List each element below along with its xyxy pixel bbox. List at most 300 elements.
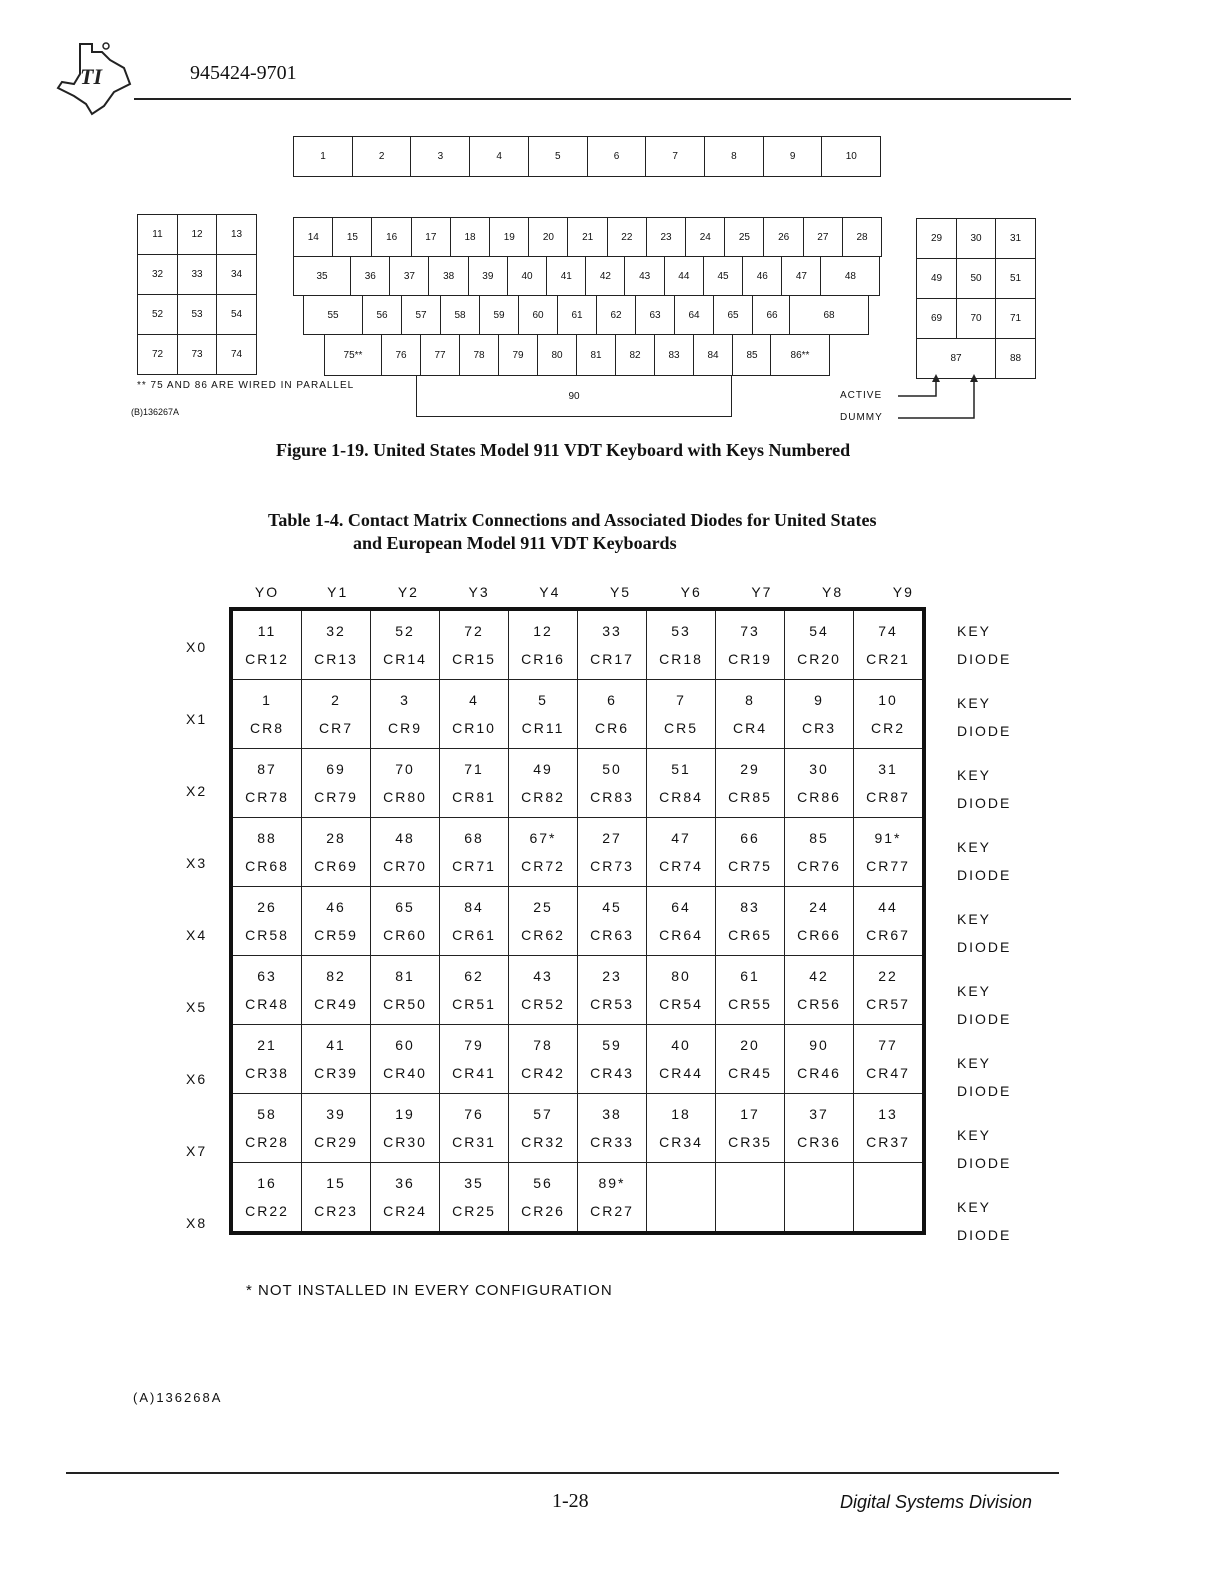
- keyboard-key: 52: [137, 294, 178, 335]
- key-number: 51: [671, 761, 691, 777]
- key-number: 71: [464, 761, 484, 777]
- matrix-cell: [578, 956, 647, 1025]
- matrix-cell: [647, 749, 716, 818]
- row-header: X3: [186, 855, 208, 871]
- matrix-cell: [509, 1025, 578, 1094]
- diode-id: CR49: [314, 996, 358, 1012]
- matrix-cell: [371, 956, 440, 1025]
- key-number: 47: [671, 830, 691, 846]
- keyboard-key: 55: [303, 295, 363, 335]
- key-number: 37: [809, 1106, 829, 1122]
- diode-id: CR85: [728, 789, 772, 805]
- svg-text:TI: TI: [80, 64, 102, 89]
- keyboard-key: 21: [567, 217, 608, 257]
- keyboard-key: 6: [587, 136, 647, 177]
- matrix-cell: [854, 749, 925, 818]
- key-number: 43: [533, 968, 553, 984]
- key-number: 35: [464, 1175, 484, 1191]
- diode-id: CR53: [590, 996, 634, 1012]
- keyboard-key: 70: [956, 298, 997, 339]
- key-number: 60: [395, 1037, 415, 1053]
- matrix-cell: [854, 818, 925, 887]
- diode-id: CR25: [452, 1203, 496, 1219]
- matrix-cell: [647, 609, 716, 680]
- matrix-cell: [509, 609, 578, 680]
- keyboard-key: 33: [177, 254, 218, 295]
- key-number: 70: [395, 761, 415, 777]
- key-number: 3: [400, 692, 410, 708]
- column-header: Y3: [468, 584, 490, 600]
- row-header: X0: [186, 639, 208, 655]
- keyboard-key: 45: [703, 256, 744, 296]
- keyboard-key: 60: [518, 295, 558, 335]
- keyboard-key: 19: [489, 217, 530, 257]
- matrix-cell: [509, 818, 578, 887]
- diode-id: CR19: [728, 651, 772, 667]
- matrix-cell: [509, 1094, 578, 1163]
- diode-id: CR52: [521, 996, 565, 1012]
- key-legend: KEY: [957, 911, 992, 927]
- matrix-cell: [716, 1163, 785, 1234]
- diode-id: CR61: [452, 927, 496, 943]
- key-number: 23: [602, 968, 622, 984]
- keyboard-key: 81: [576, 334, 616, 376]
- matrix-cell: [371, 887, 440, 956]
- key-number: 59: [602, 1037, 622, 1053]
- matrix-cell: [371, 609, 440, 680]
- matrix-cell: [231, 956, 302, 1025]
- key-number: 22: [878, 968, 898, 984]
- keyboard-key: 2: [352, 136, 412, 177]
- diode-id: CR74: [659, 858, 703, 874]
- keyboard-key: 84: [693, 334, 733, 376]
- matrix-cell: [302, 680, 371, 749]
- matrix-cell: [440, 749, 509, 818]
- diode-id: CR7: [318, 720, 353, 736]
- diode-id: CR15: [452, 651, 496, 667]
- matrix-cell: [785, 887, 854, 956]
- keyboard-key: 51: [995, 258, 1036, 299]
- matrix-cell: [440, 1163, 509, 1234]
- diode-id: CR37: [866, 1134, 910, 1150]
- keyboard-key: 64: [674, 295, 714, 335]
- diode-id: CR82: [521, 789, 565, 805]
- keyboard-key: 39: [468, 256, 509, 296]
- key-legend: KEY: [957, 983, 992, 999]
- keyboard-key: 14: [293, 217, 334, 257]
- key-number: 56: [533, 1175, 553, 1191]
- diode-id: CR43: [590, 1065, 634, 1081]
- table-row: [231, 609, 924, 680]
- matrix-cell: [785, 1025, 854, 1094]
- diode-id: CR33: [590, 1134, 634, 1150]
- key-number: 78: [533, 1037, 553, 1053]
- key-number: 31: [878, 761, 898, 777]
- keyboard-key: 7: [645, 136, 705, 177]
- diode-id: CR51: [452, 996, 496, 1012]
- diode-id: CR50: [383, 996, 427, 1012]
- diode-legend: DIODE: [957, 723, 1012, 739]
- key-number: 65: [395, 899, 415, 915]
- matrix-cell: [302, 818, 371, 887]
- keyboard-key: 42: [585, 256, 626, 296]
- matrix-cell: [509, 956, 578, 1025]
- table-row: [231, 1163, 924, 1234]
- matrix-cell: [440, 609, 509, 680]
- matrix-cell: [578, 1094, 647, 1163]
- matrix-cell: [231, 887, 302, 956]
- key-number: 21: [257, 1037, 277, 1053]
- matrix-cell: [302, 956, 371, 1025]
- keyboard-key: 10: [821, 136, 881, 177]
- diode-id: CR65: [728, 927, 772, 943]
- column-header: Y7: [751, 584, 773, 600]
- matrix-cell: [371, 1094, 440, 1163]
- keyboard-key: 47: [781, 256, 822, 296]
- keyboard-key: 13: [216, 214, 257, 255]
- keyboard-key: 32: [137, 254, 178, 295]
- diode-id: CR77: [866, 858, 910, 874]
- diode-legend: DIODE: [957, 939, 1012, 955]
- matrix-cell: [854, 956, 925, 1025]
- key-number: 19: [395, 1106, 415, 1122]
- row-header: X4: [186, 927, 208, 943]
- diode-id: CR13: [314, 651, 358, 667]
- keyboard-key: 73: [177, 334, 218, 375]
- key-number: 40: [671, 1037, 691, 1053]
- keyboard-key: 88: [995, 338, 1036, 379]
- diode-id: CR10: [452, 720, 496, 736]
- column-header: Y9: [892, 584, 914, 600]
- key-number: 48: [395, 830, 415, 846]
- keyboard-key: 4: [469, 136, 529, 177]
- row-header: X7: [186, 1143, 208, 1159]
- key-legend: KEY: [957, 767, 992, 783]
- keyboard-key: 38: [428, 256, 469, 296]
- active-dummy-leaders: [890, 372, 990, 422]
- keyboard-key: 90: [416, 375, 732, 417]
- diode-id: CR24: [383, 1203, 427, 1219]
- matrix-cell: [440, 887, 509, 956]
- matrix-cell: [371, 1025, 440, 1094]
- diode-id: CR80: [383, 789, 427, 805]
- matrix-cell: [578, 680, 647, 749]
- key-number: 85: [809, 830, 829, 846]
- matrix-cell: [578, 818, 647, 887]
- matrix-cell: [647, 680, 716, 749]
- keyboard-key: 79: [498, 334, 538, 376]
- diode-id: CR86: [797, 789, 841, 805]
- matrix-cell: [231, 749, 302, 818]
- column-header: YO: [254, 584, 280, 600]
- key-number: 42: [809, 968, 829, 984]
- keyboard-key: 43: [624, 256, 665, 296]
- matrix-cell: [371, 749, 440, 818]
- key-number: 18: [671, 1106, 691, 1122]
- matrix-cell: [578, 749, 647, 818]
- key-number: 68: [464, 830, 484, 846]
- keyboard-key: 23: [646, 217, 687, 257]
- contact-matrix-table: [229, 607, 926, 1235]
- matrix-cell: [716, 818, 785, 887]
- diode-id: CR11: [521, 720, 565, 736]
- diode-id: CR9: [387, 720, 422, 736]
- key-number: 33: [602, 623, 622, 639]
- keyboard-key: 8: [704, 136, 764, 177]
- matrix-cell: [509, 887, 578, 956]
- keyboard-key: 82: [615, 334, 655, 376]
- diode-id: CR63: [590, 927, 634, 943]
- table-row: [231, 818, 924, 887]
- diode-id: CR46: [797, 1065, 841, 1081]
- key-number: 24: [809, 899, 829, 915]
- keyboard-key: 59: [479, 295, 519, 335]
- matrix-cell: [647, 1094, 716, 1163]
- diode-id: CR44: [659, 1065, 703, 1081]
- diode-id: CR3: [801, 720, 836, 736]
- diode-id: CR8: [249, 720, 284, 736]
- footer-rule: [66, 1472, 1059, 1474]
- matrix-cell: [854, 680, 925, 749]
- keyboard-key: 50: [956, 258, 997, 299]
- keyboard-key: 56: [362, 295, 402, 335]
- diode-id: CR48: [245, 996, 289, 1012]
- keyboard-key: 77: [420, 334, 460, 376]
- dummy-label: DUMMY: [840, 412, 883, 423]
- keyboard-key: 83: [654, 334, 694, 376]
- matrix-cell: [716, 1094, 785, 1163]
- key-number: 81: [395, 968, 415, 984]
- division-name: Digital Systems Division: [840, 1492, 1033, 1512]
- key-number: 64: [671, 899, 691, 915]
- table-row: [231, 680, 924, 749]
- key-number: 88: [257, 830, 277, 846]
- keyboard-key: 16: [371, 217, 412, 257]
- diode-id: CR54: [659, 996, 703, 1012]
- keyboard-key: 87: [916, 338, 996, 379]
- matrix-cell: [231, 1025, 302, 1094]
- diode-id: CR84: [659, 789, 703, 805]
- diode-id: CR29: [314, 1134, 358, 1150]
- keyboard-key: 72: [137, 334, 178, 375]
- diode-id: CR64: [659, 927, 703, 943]
- key-number: 1: [262, 692, 272, 708]
- matrix-cell: [854, 1025, 925, 1094]
- diode-id: CR59: [314, 927, 358, 943]
- key-number: 28: [326, 830, 346, 846]
- matrix-cell: [785, 1163, 854, 1234]
- key-number: 57: [533, 1106, 553, 1122]
- keyboard-key: 41: [546, 256, 587, 296]
- key-number: 49: [533, 761, 553, 777]
- key-number: 45: [602, 899, 622, 915]
- key-number: 26: [257, 899, 277, 915]
- diode-id: CR36: [797, 1134, 841, 1150]
- diode-id: CR38: [245, 1065, 289, 1081]
- diode-id: CR5: [663, 720, 698, 736]
- keyboard-key: 68: [789, 295, 869, 335]
- keyboard-key: 48: [820, 256, 880, 296]
- matrix-cell: [371, 818, 440, 887]
- row-header: X1: [186, 711, 208, 727]
- table-title-line1: Table 1-4. Contact Matrix Connections and Associated Diodes for United States: [268, 510, 877, 530]
- keyboard-key: 44: [664, 256, 705, 296]
- matrix-cell: [785, 609, 854, 680]
- active-label: ACTIVE: [840, 390, 883, 401]
- keyboard-key: 31: [995, 218, 1036, 259]
- matrix-cell: [231, 1163, 302, 1234]
- diode-id: CR40: [383, 1065, 427, 1081]
- diode-id: CR67: [866, 927, 910, 943]
- keyboard-key: 53: [177, 294, 218, 335]
- diode-id: CR18: [659, 651, 703, 667]
- matrix-cell: [302, 749, 371, 818]
- keyboard-key: 86**: [770, 334, 830, 376]
- matrix-cell: [440, 680, 509, 749]
- keyboard-key: 75**: [324, 334, 382, 376]
- diode-id: CR78: [245, 789, 289, 805]
- diode-id: CR56: [797, 996, 841, 1012]
- key-number: 7: [676, 692, 686, 708]
- matrix-cell: [647, 818, 716, 887]
- diode-id: CR81: [452, 789, 496, 805]
- keyboard-key: 62: [596, 295, 636, 335]
- diode-id: CR73: [590, 858, 634, 874]
- key-number: 29: [740, 761, 760, 777]
- diode-id: CR35: [728, 1134, 772, 1150]
- key-number: 87: [257, 761, 277, 777]
- key-number: 90: [809, 1037, 829, 1053]
- key-number: 25: [533, 899, 553, 915]
- keyboard-key: 65: [713, 295, 753, 335]
- diode-id: CR6: [594, 720, 629, 736]
- keyboard-key: 5: [528, 136, 588, 177]
- diode-id: CR17: [590, 651, 634, 667]
- key-number: 52: [395, 623, 415, 639]
- keyboard-key: 57: [401, 295, 441, 335]
- diode-legend: DIODE: [957, 1227, 1012, 1243]
- key-number: 41: [326, 1037, 346, 1053]
- diode-id: CR30: [383, 1134, 427, 1150]
- key-number: 4: [469, 692, 479, 708]
- diode-id: CR2: [870, 720, 905, 736]
- key-number: 20: [740, 1037, 760, 1053]
- matrix-cell: [854, 887, 925, 956]
- keyboard-key: 15: [332, 217, 373, 257]
- matrix-cell: [854, 1094, 925, 1163]
- keyboard-key: 11: [137, 214, 178, 255]
- row-header: X8: [186, 1215, 208, 1231]
- matrix-cell: [371, 680, 440, 749]
- diode-id: CR26: [521, 1203, 565, 1219]
- keyboard-key: 76: [381, 334, 421, 376]
- table-row: [231, 1094, 924, 1163]
- keyboard-key: 34: [216, 254, 257, 295]
- diode-id: CR14: [383, 651, 427, 667]
- diode-id: CR79: [314, 789, 358, 805]
- parallel-note: ** 75 AND 86 ARE WIRED IN PARALLEL: [137, 380, 355, 391]
- diode-id: CR72: [521, 858, 565, 874]
- key-number: 17: [740, 1106, 760, 1122]
- matrix-cell: [578, 609, 647, 680]
- diode-legend: DIODE: [957, 1155, 1012, 1171]
- matrix-cell: [440, 1025, 509, 1094]
- matrix-cell: [785, 1094, 854, 1163]
- key-number: 63: [257, 968, 277, 984]
- table-figure-id: (A)136268A: [133, 1390, 223, 1405]
- keyboard-key: 20: [528, 217, 569, 257]
- keyboard-key: 28: [842, 217, 883, 257]
- diode-legend: DIODE: [957, 1083, 1012, 1099]
- diode-legend: DIODE: [957, 651, 1012, 667]
- key-number: 79: [464, 1037, 484, 1053]
- row-header: X5: [186, 999, 208, 1015]
- keyboard-key: 25: [724, 217, 765, 257]
- matrix-cell: [716, 609, 785, 680]
- keyboard-key: 49: [916, 258, 957, 299]
- key-number: 89*: [598, 1175, 626, 1191]
- keyboard-key: 12: [177, 214, 218, 255]
- diode-id: CR71: [452, 858, 496, 874]
- diode-id: CR68: [245, 858, 289, 874]
- matrix-cell: [509, 749, 578, 818]
- keyboard-key: 63: [635, 295, 675, 335]
- keyboard-key: 27: [803, 217, 844, 257]
- key-number: 58: [257, 1106, 277, 1122]
- keyboard-key: 46: [742, 256, 783, 296]
- column-header: Y8: [822, 584, 844, 600]
- row-header: X6: [186, 1071, 208, 1087]
- key-number: 67*: [529, 830, 557, 846]
- keyboard-key: 69: [916, 298, 957, 339]
- keyboard-key: 61: [557, 295, 597, 335]
- keyboard-key: 78: [459, 334, 499, 376]
- keyboard-key: 9: [763, 136, 823, 177]
- keyboard-key: 26: [763, 217, 804, 257]
- table-row: [231, 956, 924, 1025]
- key-number: 46: [326, 899, 346, 915]
- key-number: 73: [740, 623, 760, 639]
- diode-id: CR23: [314, 1203, 358, 1219]
- table-row: [231, 887, 924, 956]
- matrix-cell: [716, 887, 785, 956]
- matrix-cell: [854, 609, 925, 680]
- key-number: 16: [257, 1175, 277, 1191]
- matrix-cell: [302, 1025, 371, 1094]
- table-row: [231, 749, 924, 818]
- diode-id: CR27: [590, 1203, 634, 1219]
- key-number: 39: [326, 1106, 346, 1122]
- matrix-cell: [578, 1163, 647, 1234]
- keyboard-key: 36: [350, 256, 391, 296]
- page-number: 1-28: [552, 1490, 589, 1512]
- keyboard-key: 30: [956, 218, 997, 259]
- ti-logo-icon: [52, 38, 132, 116]
- doc-number: 945424-9701: [190, 62, 297, 84]
- diode-id: CR69: [314, 858, 358, 874]
- key-number: 66: [740, 830, 760, 846]
- diode-id: CR57: [866, 996, 910, 1012]
- diode-id: CR47: [866, 1065, 910, 1081]
- diode-id: CR16: [521, 651, 565, 667]
- keyboard-key: 66: [752, 295, 792, 335]
- matrix-cell: [509, 1163, 578, 1234]
- diode-id: CR41: [452, 1065, 496, 1081]
- table-row: [231, 1025, 924, 1094]
- key-number: 6: [607, 692, 617, 708]
- key-number: 76: [464, 1106, 484, 1122]
- matrix-cell: [785, 956, 854, 1025]
